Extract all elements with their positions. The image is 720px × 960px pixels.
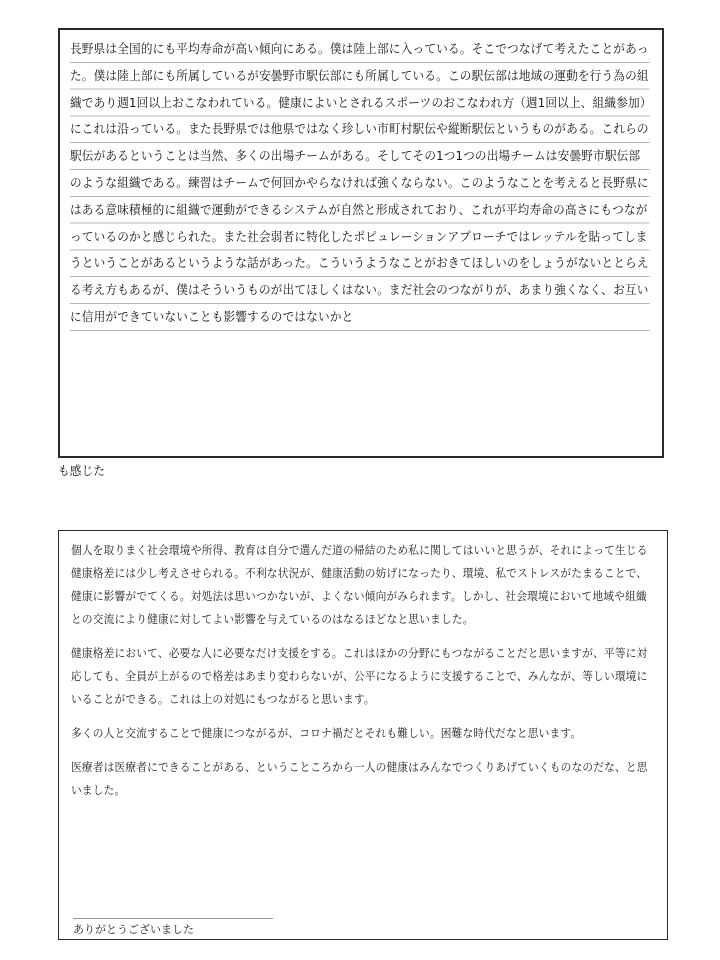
paragraph-3: 多くの人と交流することで健康につながるが、コロナ禍だとそれも難しい。困難な時代だなと思います。 <box>71 726 582 740</box>
essay-sheet-bottom <box>58 530 668 940</box>
essay-text-bottom <box>71 539 652 802</box>
paragraph-2: 健康格差において、必要な人に必要なだけ支援をする。これはほかの分野にもつながることだと思いますが、平等に対応しても、全員が上がるので格差はあまり変わらないが、公平になるように支援することで、みんなが、等しい環境にいることができる。これは上の対処にもつながると思います。 <box>71 646 648 706</box>
paragraph-1: 個人を取りまく社会環境や所得、教育は自分で選んだ道の帰結のため私に関してはいいと思うが、それによって生じる健康格差には少し考えさせられる。不利な状況が、健康活動の妨げになったり、環境、私でストレスがたまることで、健康に影響がでてくる。対処法は思いつかないが、よくない傾向がみられます。しかし、社会環境において地域や組織との交流により健康に対してよい影響を与えているのはなるほどなと思いました。 <box>71 543 648 626</box>
essay-sheet-top <box>58 28 664 458</box>
essay-overflow-line: も感じた <box>58 463 106 478</box>
essay-text-top: 長野県は全国的にも平均寿命が高い傾向にある。僕は陸上部に入っている。そこでつなげて考えたことがあった。僕は陸上部にも所属しているが安曇野市駅伝部にも所属している。この駅伝部は地域の運動を行う為の組織であり週1回以上おこなわれている。健康によいとされるスポーツのおこなわれ方（週1回以上、組織参加）にこれは沿っている。また長野県では他県ではなく珍しい市町村駅伝や縦断駅伝というものがある。これらの駅伝があるということは当然、多くの出場チームがある。そしてその1つ1つの出場チームは安曇野市駅伝部のような組織である。練習はチームで何回かやらなければ強くならない。このようなことを考えると長野県にはある意味積極的に組織で運動ができるシステムが自然と形成されており、これが平均寿命の高さにもつながっているのかと感じられた。また社会弱者に特化したポピュレーションアプローチではレッテルを貼ってしまうということがあるというような話があった。こういうようなことがおきてほしいのをしょうがないととらえる考え方もあるが、僕はそういうものが出てほしくはない。まだ社会のつながりが、あまり強くなく、お互いに信用ができていないことも影響するのではないかと <box>70 36 649 331</box>
closing-line: ありがとうございました <box>73 918 273 937</box>
paragraph-4: 医療者は医療者にできることがある、ということころから一人の健康はみんなでつくりあげていくものなのだな、と思いました。 <box>71 760 648 797</box>
